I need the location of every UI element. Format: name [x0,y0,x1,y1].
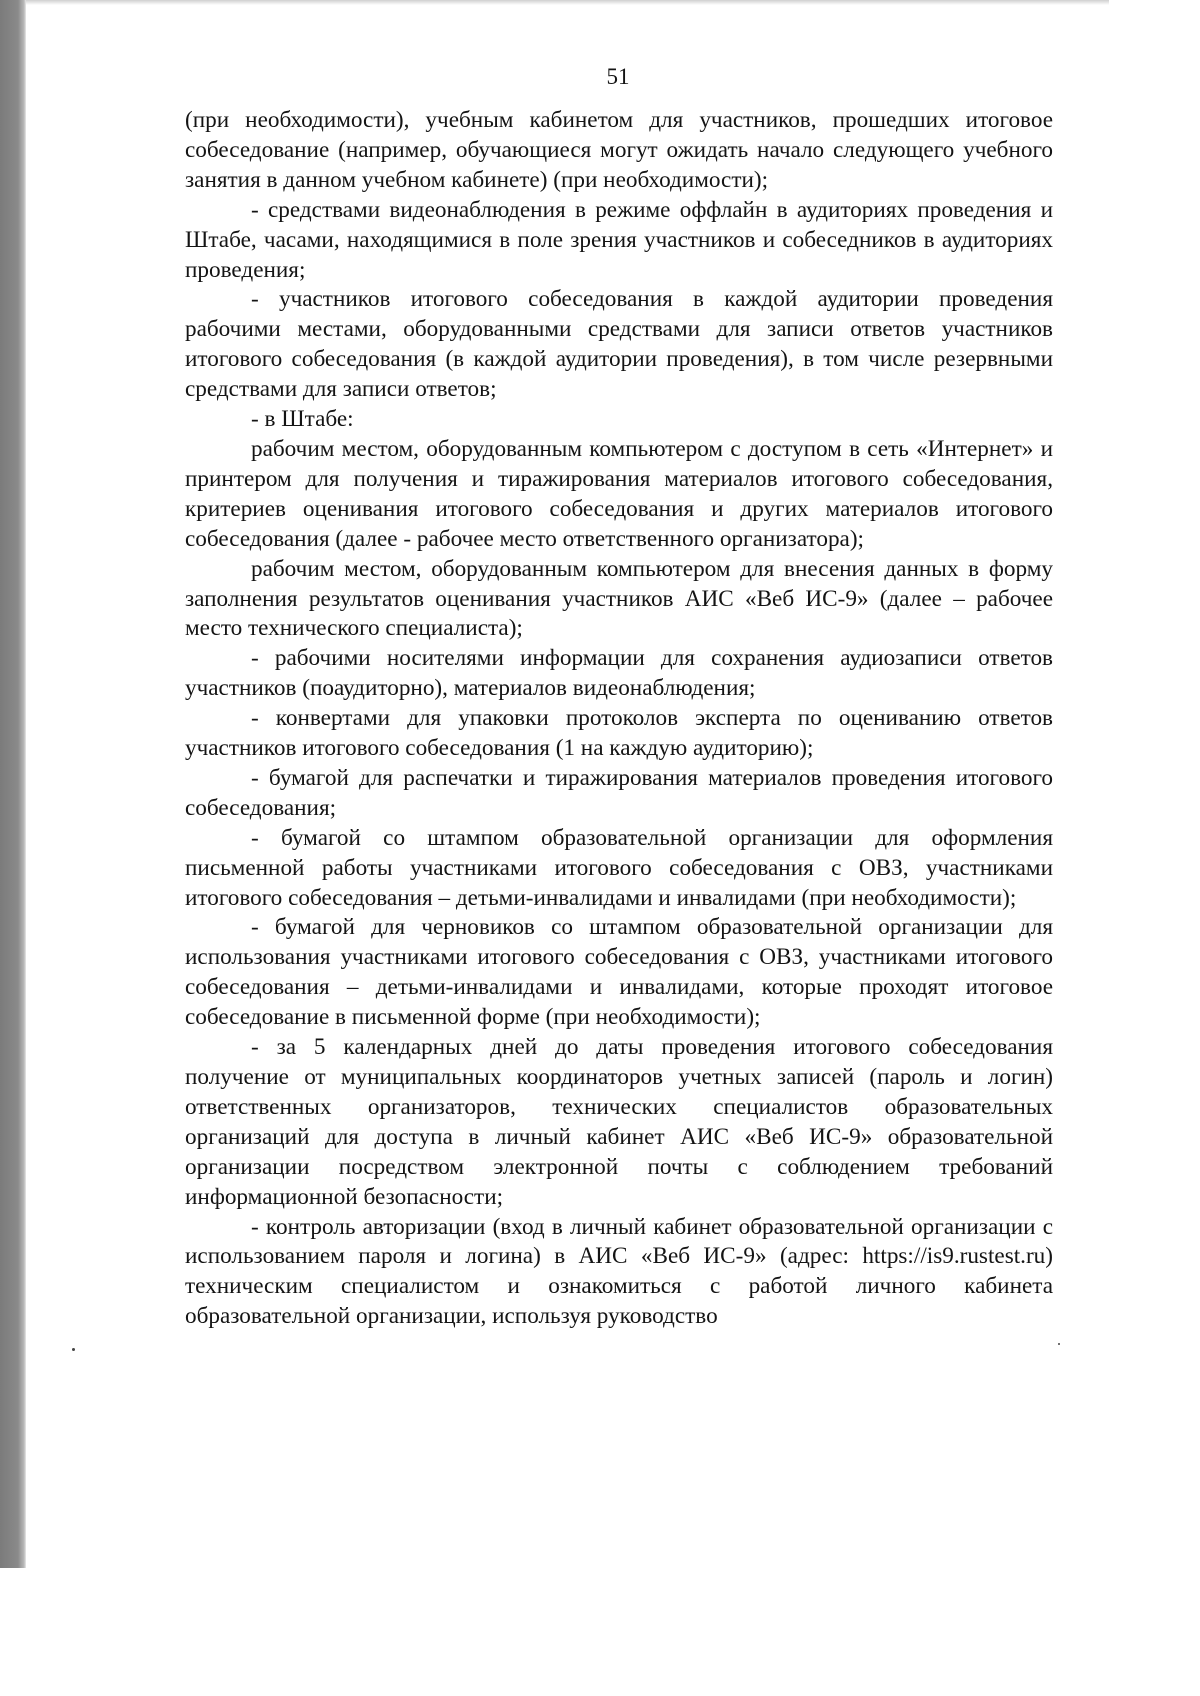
paragraph: - участников итогового собеседования в каждой аудитории проведения рабочими местами, оборудованными средствами для записи ответов участников итогового собеседования (в каждой аудитории проведения), в том числе резервными средствами для записи ответов; [185,286,1053,403]
paragraph: (при необходимости), учебным кабинетом для участников, прошедших итоговое собеседование (например, обучающиеся могут ожидать начало следующего учебного занятия в данном учебном кабинете) (при необходимости); [185,107,1053,193]
scan-speck [1058,1343,1060,1345]
paragraph: - рабочими носителями информации для сохранения аудиозаписи ответов участников (поаудиторно), материалов видеонаблюдения; [185,645,1053,702]
document-body [185,106,1053,1332]
paragraph: - в Штабе: [251,406,354,433]
paragraph: - конвертами для упаковки протоколов эксперта по оцениванию ответов участников итогового собеседования (1 на каждую аудиторию); [185,705,1053,762]
paragraph: рабочим местом, оборудованным компьютером для внесения данных в форму заполнения результатов оценивания участников АИС «Веб ИС-9» (далее – рабочее место технического специалиста); [185,555,1053,642]
scan-edge [0,0,26,1568]
paragraph: рабочим местом, оборудованным компьютером с доступом в сеть «Интернет» и принтером для получения и тиражирования материалов итогового собеседования, критериев оценивания итогового собеседования и других материалов итогового собеседования (далее - рабочее место ответственного организатора); [185,435,1053,552]
paragraph: - контроль авторизации (вход в личный кабинет образовательной организации с использованием пароля и логина) в АИС «Веб ИС-9» (адрес: https://is9.rustest.ru) техническим специалистом и ознакомиться с работой личного кабинета образовательной организации, используя руководство [185,1213,1053,1330]
paragraph: - бумагой со штампом образовательной организации для оформления письменной работы участниками итогового собеседования с ОВЗ, участниками итогового собеседования – детьми-инвалидами и инвалидами (при необходимости); [185,824,1053,911]
scan-top-shadow [26,0,1109,5]
paragraph: - средствами видеонаблюдения в режиме оффлайн в аудиториях проведения и Штабе, часами, находящимися в поле зрения участников и собеседников в аудиториях проведения; [185,196,1053,283]
page-number: 51 [606,64,630,89]
scan-speck [72,1348,75,1351]
paragraph: - за 5 календарных дней до даты проведения итогового собеседования получение от муниципальных координаторов учетных записей (пароль и логин) ответственных организаторов, технических специалистов образовательных организаций для доступа в личный кабинет АИС «Веб ИС-9» образовательной организации посредством электронной почты с соблюдением требований информационной безопасности; [185,1034,1053,1210]
paragraph: - бумагой для распечатки и тиражирования материалов проведения итогового собеседования; [185,764,1053,821]
paragraph: - бумагой для черновиков со штампом образовательной организации для использования участниками итогового собеседования с ОВЗ, участниками итогового собеседования – детьми-инвалидами и инвалидами, которые проходят итоговое собеседование в письменной форме (при необходимости); [185,914,1053,1031]
